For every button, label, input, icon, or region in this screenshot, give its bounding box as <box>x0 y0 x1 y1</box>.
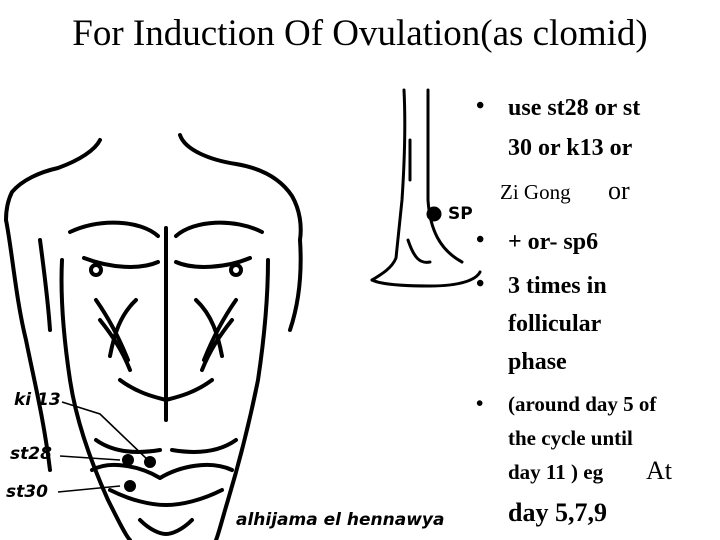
bullet-3-line-3: phase <box>508 349 567 375</box>
bullet-1-line-1: use st28 or st <box>508 95 641 121</box>
bullet-dot: • <box>476 93 485 119</box>
bullet-3-line-2: follicular <box>508 311 602 337</box>
st30-point <box>124 480 136 492</box>
bullet-1-line-3b: or <box>608 176 630 205</box>
bullet-4-line-4: day 5,7,9 <box>508 498 607 527</box>
ki13-point <box>144 456 156 468</box>
bullet-dot: • <box>476 271 485 297</box>
torso-drawing <box>6 135 301 540</box>
bullet-dot: • <box>476 391 484 415</box>
sp-label: SP <box>448 204 473 224</box>
bullet-1-line-2: 30 or k13 or <box>508 135 633 161</box>
bullet-4-line-3b: At <box>646 456 672 485</box>
ki13-label: ki 13 <box>14 390 61 410</box>
slide-title: For Induction Of Ovulation(as clomid) <box>72 13 648 54</box>
bullet-4-line-2: the cycle until <box>508 426 633 450</box>
bullet-3-line-1: 3 times in <box>508 273 607 299</box>
bullet-1-line-3a: Zi Gong <box>500 180 571 204</box>
bullet-4-line-3a: day 11 ) eg <box>508 460 604 484</box>
st28-point <box>122 454 134 466</box>
bullet-dot: • <box>476 227 485 253</box>
st28-label: st28 <box>10 444 52 464</box>
leg-drawing <box>372 90 480 286</box>
bullet-2-line-1: + or- sp6 <box>508 229 599 255</box>
bullet-4-line-1: (around day 5 of <box>508 392 657 416</box>
st30-label: st30 <box>6 482 48 502</box>
watermark: alhijama el hennawya <box>236 510 445 530</box>
